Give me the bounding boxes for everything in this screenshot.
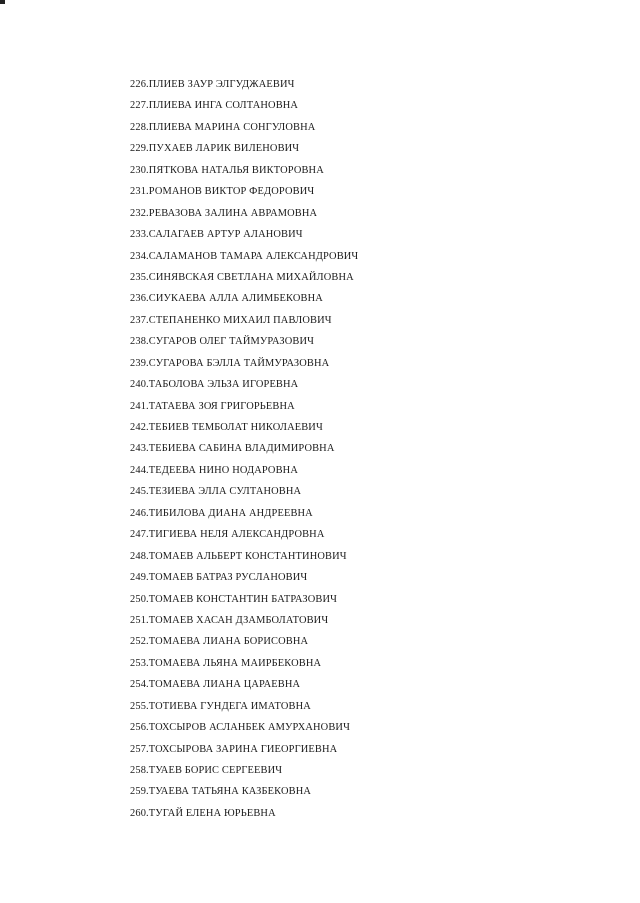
list-item: 245.ТЕЗИЕВА ЭЛЛА СУЛТАНОВНА: [130, 486, 302, 498]
list-item: 254.ТОМАЕВА ЛИАНА ЦАРАЕВНА: [130, 679, 301, 691]
list-item: 247.ТИГИЕВА НЕЛЯ АЛЕКСАНДРОВНА: [130, 529, 325, 541]
scan-corner-mark: [0, 0, 5, 4]
list-item: 237.СТЕПАНЕНКО МИХАИЛ ПАВЛОВИЧ: [130, 314, 332, 326]
list-item: 241.ТАТАЕВА ЗОЯ ГРИГОРЬЕВНА: [130, 400, 295, 412]
list-item: 227.ПЛИЕВА ИНГА СОЛТАНОВНА: [130, 100, 299, 112]
list-item: 252.ТОМАЕВА ЛИАНА БОРИСОВНА: [130, 636, 309, 648]
list-item: 234.САЛАМАНОВ ТАМАРА АЛЕКСАНДРОВИЧ: [130, 250, 359, 262]
list-item: 244.ТЕДЕЕВА НИНО НОДАРОВНА: [130, 464, 298, 476]
list-item: 258.ТУАЕВ БОРИС СЕРГЕЕВИЧ: [130, 765, 283, 776]
list-item: 228.ПЛИЕВА МАРИНА СОНГУЛОВНА: [130, 121, 316, 133]
list-item: 230.ПЯТКОВА НАТАЛЬЯ ВИКТОРОВНА: [130, 164, 324, 176]
list-item: 236.СИУКАЕВА АЛЛА АЛИМБЕКОВНА: [130, 293, 323, 305]
list-item: 260.ТУГАЙ ЕЛЕНА ЮРЬЕВНА: [130, 807, 276, 819]
list-item: 243.ТЕБИЕВА САБИНА ВЛАДИМИРОВНА: [130, 443, 335, 455]
list-item: 259.ТУАЕВА ТАТЬЯНА КАЗБЕКОВНА: [130, 786, 312, 798]
list-item: 248.ТОМАЕВ АЛЬБЕРТ КОНСТАНТИНОВИЧ: [130, 550, 347, 562]
list-item: 226.ПЛИЕВ ЗАУР ЭЛГУДЖАЕВИЧ: [130, 79, 295, 90]
list-item: 253.ТОМАЕВА ЛЬЯНА МАИРБЕКОВНА: [130, 657, 322, 669]
list-item: 242.ТЕБИЕВ ТЕМБОЛАТ НИКОЛАЕВИЧ: [130, 422, 323, 433]
list-item: 231.РОМАНОВ ВИКТОР ФЕДОРОВИЧ: [130, 186, 315, 198]
list-item: 246.ТИБИЛОВА ДИАНА АНДРЕЕВНА: [130, 507, 313, 519]
list-item: 251.ТОМАЕВ ХАСАН ДЗАМБОЛАТОВИЧ: [130, 614, 329, 626]
list-item: 235.СИНЯВСКАЯ СВЕТЛАНА МИХАЙЛОВНА: [130, 271, 354, 283]
list-item: 249.ТОМАЕВ БАТРАЗ РУСЛАНОВИЧ: [130, 572, 308, 584]
list-item: 232.РЕВАЗОВА ЗАЛИНА АВРАМОВНА: [130, 207, 318, 219]
name-list: [130, 74, 358, 824]
list-item: 229.ПУХАЕВ ЛАРИК ВИЛЕНОВИЧ: [130, 143, 300, 155]
list-item: 238.СУГАРОВ ОЛЕГ ТАЙМУРАЗОВИЧ: [130, 336, 315, 348]
list-item: 250.ТОМАЕВ КОНСТАНТИН БАТРАЗОВИЧ: [130, 593, 338, 605]
list-item: 240.ТАБОЛОВА ЭЛЬЗА ИГОРЕВНА: [130, 379, 299, 391]
list-item: 256.ТОХСЫРОВ АСЛАНБЕК АМУРХАНОВИЧ: [130, 722, 350, 734]
list-item: 255.ТОТИЕВА ГУНДЕГА ИМАТОВНА: [130, 700, 311, 712]
list-item: 233.САЛАГАЕВ АРТУР АЛАНОВИЧ: [130, 229, 303, 241]
list-item: 257.ТОХСЫРОВА ЗАРИНА ГИЕОРГИЕВНА: [130, 743, 338, 755]
list-item: 239.СУГАРОВА БЭЛЛА ТАЙМУРАЗОВНА: [130, 357, 330, 369]
